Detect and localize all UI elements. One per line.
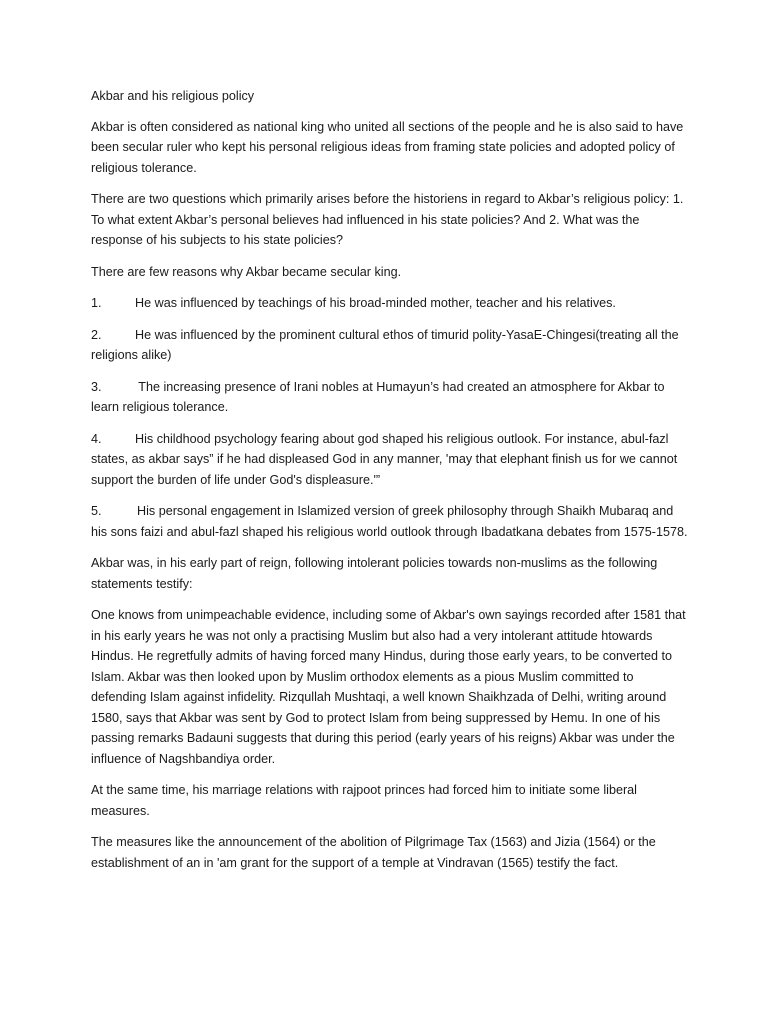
marriage-paragraph: At the same time, his marriage relations with rajpoot princes had forced him to initiate some liberal measures.	[91, 783, 637, 818]
reason-number: 3.	[91, 379, 102, 394]
reason-item-2	[91, 325, 691, 366]
document-page	[91, 86, 691, 884]
reason-text: The increasing presence of Irani nobles at Humayun’s had created an atmosphere for Akbar to learn religious tolerance.	[91, 379, 665, 414]
reason-text: His personal engagement in Islamized version of greek philosophy through Shaikh Mubaraq and his sons faizi and abul-fazl shaped his religious world outlook through Ibadatkana debates from 1575-1578.	[91, 504, 688, 539]
measures-paragraph: The measures like the announcement of the abolition of Pilgrimage Tax (1563) and Jizia (1564) or the establishment of an in 'am grant for the support of a temple at Vindravan (1565) testify the fact.	[91, 835, 656, 870]
intro-paragraph: Akbar is often considered as national king who united all sections of the people and he is also said to have been secular ruler who kept his personal religious ideas from framing state policies and adopted policy of religious tolerance.	[91, 119, 684, 175]
reason-text: He was influenced by the prominent cultural ethos of timurid polity-YasaE-Chingesi(treating all the religions alike)	[91, 327, 679, 362]
reason-text: He was influenced by teachings of his broad-minded mother, teacher and his relatives.	[135, 296, 616, 310]
reason-item-5	[91, 501, 691, 542]
reason-item-3	[91, 377, 691, 418]
reasons-intro-paragraph: There are few reasons why Akbar became secular king.	[91, 264, 402, 279]
document-title: Akbar and his religious policy	[91, 89, 255, 103]
evidence-paragraph: One knows from unimpeachable evidence, including some of Akbar's own sayings recorded after 1581 that in his early years he was not only a practising Muslim but also had a very intolerant attitude htowards Hindus. He regretfully admits of having forced many Hindus, during those early years, to be converted to Islam. Akbar was then looked upon by Muslim orthodox elements as a pious Muslim committed to defending Islam against infidelity. Rizqullah Mushtaqi, a well known Shaikhzada of Delhi, writing around 1580, says that Akbar was sent by God to protect Islam from being suppressed by Hemu. In one of his passing remarks Badauni suggests that during this period (early years of his reigns) Akbar was under the influence of Nagshbandiya order.	[91, 608, 686, 766]
questions-paragraph: There are two questions which primarily arises before the historiens in regard to Akbar’s religious policy: 1. To what extent Akbar’s personal believes had influenced in his state policies? And 2. What was the response of his subjects to his state policies?	[91, 192, 684, 247]
reason-text: His childhood psychology fearing about god shaped his religious outlook. For instance, abul-fazl states, as akbar says” if he had displeased God in any manner, 'may that elephant finish us for we cannot support the burden of life under God's displeasure.'”	[91, 431, 678, 487]
early-reign-paragraph: Akbar was, in his early part of reign, following intolerant policies towards non-muslims as the following statements testify:	[91, 556, 658, 591]
reason-number: 5.	[91, 504, 102, 518]
reason-number: 4.	[91, 431, 102, 446]
reason-item-1	[91, 293, 691, 314]
reason-item-4	[91, 429, 691, 491]
reason-number: 1.	[91, 296, 102, 310]
reason-number: 2.	[91, 327, 102, 342]
